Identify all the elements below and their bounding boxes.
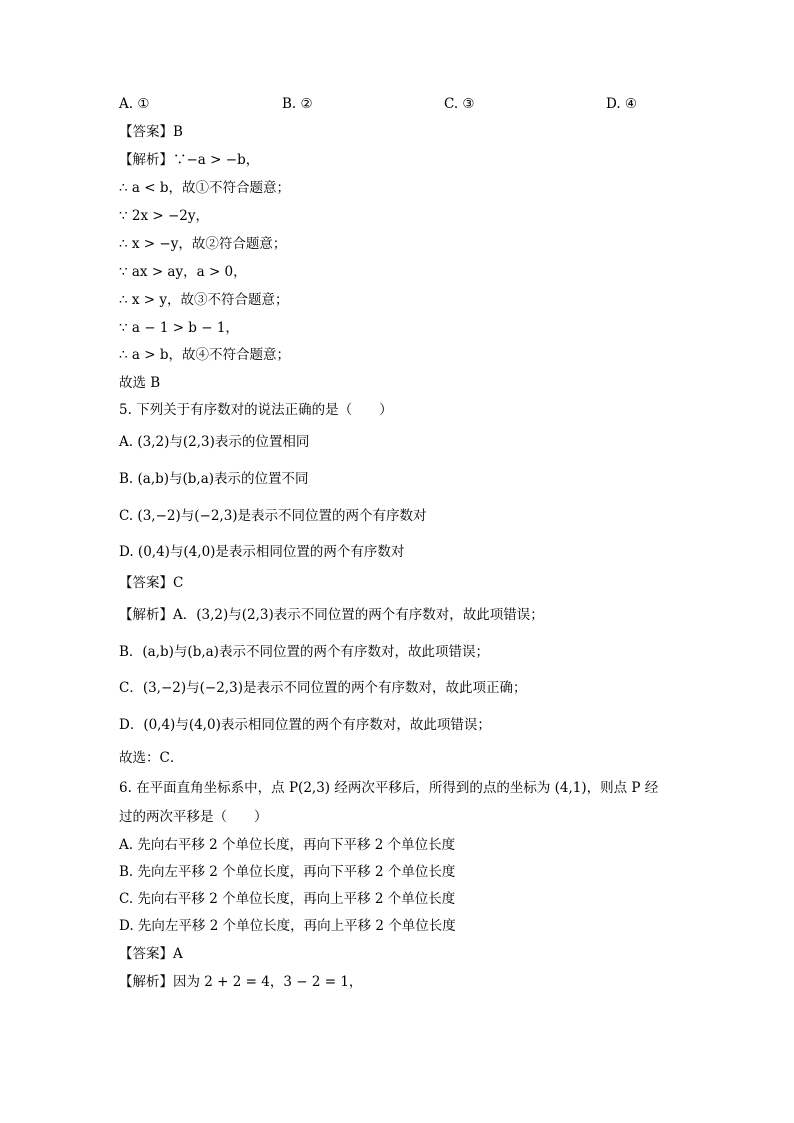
q4-option-a: A. ① (119, 96, 150, 112)
q4-option-c: C. ③ (444, 96, 475, 112)
q6-analysis-line: 【解析】因为 2 + 2 = 4，3 − 2 = 1， (119, 974, 363, 990)
q6-option-a: A. 先向右平移 2 个单位长度，再向下平移 2 个单位长度 (119, 837, 456, 853)
q4-analysis-line: ∵ 2x > −2y， (119, 208, 210, 224)
q5-analysis-line: 【解析】A．(3,2)与(2,3)表示不同位置的两个有序数对，故此项错误； (119, 607, 544, 623)
q5-conclusion: 故选：C． (119, 750, 184, 766)
q5-answer: 【答案】C (119, 575, 184, 591)
q5-option-b: B. (a,b)与(b,a)表示的位置不同 (119, 471, 309, 487)
q6-option-d: D. 先向左平移 2 个单位长度，再向上平移 2 个单位长度 (119, 918, 456, 934)
q4-option-b: B. ② (282, 96, 313, 112)
q5-analysis-line: C．(3,−2)与(−2,3)是表示不同位置的两个有序数对，故此项正确； (119, 680, 527, 696)
q4-analysis-line: ∵ ax > ay，a > 0， (119, 264, 247, 280)
q5-option-c: C. (3,−2)与(−2,3)是表示不同位置的两个有序数对 (119, 508, 427, 524)
q4-analysis-line: ∵ a − 1 > b − 1， (119, 320, 239, 336)
q6-option-b: B. 先向左平移 2 个单位长度，再向下平移 2 个单位长度 (119, 864, 456, 880)
q5-option-a: A. (3,2)与(2,3)表示的位置相同 (119, 434, 310, 450)
q6-stem-line1: 6. 在平面直角坐标系中，点 P(2,3) 经两次平移后，所得到的点的坐标为 (4,1)，则点 P 经 (119, 780, 659, 796)
q6-stem-line2: 过的两次平移是（ ） (119, 809, 268, 825)
q6-answer: 【答案】A (119, 946, 183, 962)
q5-option-d: D. (0,4)与(4,0)是表示相同位置的两个有序数对 (119, 544, 405, 560)
q4-option-d: D. ④ (606, 96, 638, 112)
q4-analysis-line: 【解析】∵−a > −b， (119, 152, 260, 168)
q4-analysis-line: ∴ x > −y，故②符合题意； (119, 236, 287, 252)
q4-answer: 【答案】B (119, 124, 183, 140)
q6-option-c: C. 先向右平移 2 个单位长度，再向上平移 2 个单位长度 (119, 891, 456, 907)
q5-analysis-line: D．(0,4)与(4,0)表示相同位置的两个有序数对，故此项错误； (119, 717, 491, 733)
q4-analysis-line: ∴ a > b，故④不符合题意； (119, 347, 290, 363)
q5-analysis-line: B．(a,b)与(b,a)表示不同位置的两个有序数对，故此项错误； (119, 644, 489, 660)
q4-analysis-line: ∴ x > y，故③不符合题意； (119, 292, 289, 308)
q4-conclusion: 故选 B (119, 375, 161, 391)
q5-stem: 5. 下列关于有序数对的说法正确的是（ ） (119, 402, 393, 418)
q4-analysis-line: ∴ a < b，故①不符合题意； (119, 180, 290, 196)
